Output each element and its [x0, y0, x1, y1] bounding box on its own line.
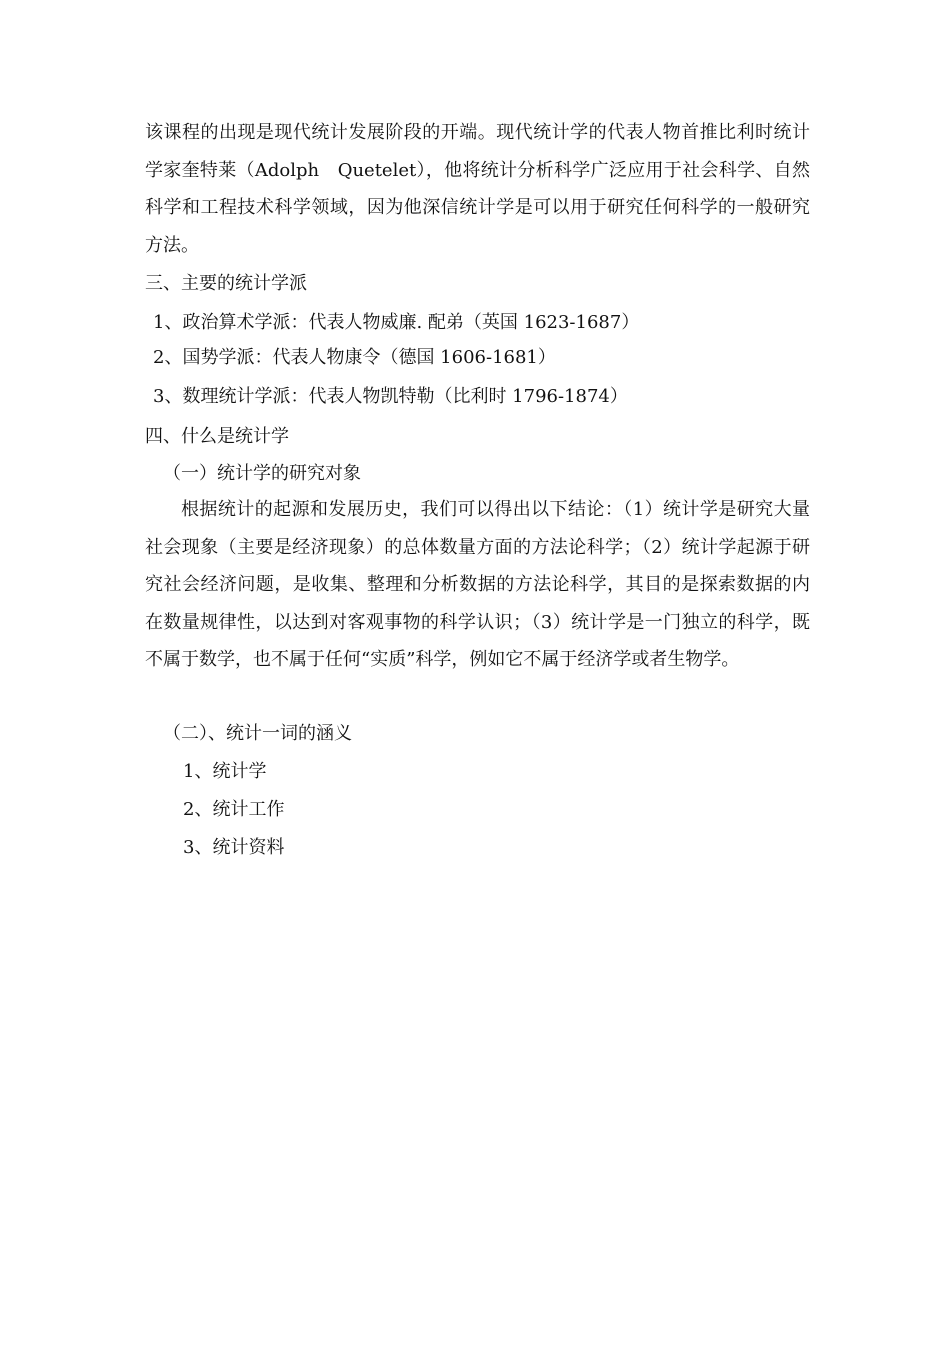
section-4-heading: 四、什么是统计学: [145, 426, 289, 447]
section-3-heading: 三、主要的统计学派: [145, 273, 307, 294]
school-item-political-arithmetic: 1、政治算术学派：代表人物威廉. 配弟（英国 1623-1687）: [153, 312, 640, 333]
subsection-1-heading: （一）统计学的研究对象: [163, 463, 361, 484]
intro-paragraph: 该课程的出现是现代统计发展阶段的开端。现代统计学的代表人物首推比利时统计学家奎特莱（Adolph Quetelet），他将统计分析科学广泛应用于社会科学、自然科学和工程技术科学领域，因为他深信统计学是可以用于研究任何科学的一般研究方法。: [145, 122, 810, 256]
meaning-item-statistical-work: 2、统计工作: [183, 799, 285, 820]
school-item-state-description: 2、国势学派：代表人物康令（德国 1606-1681）: [153, 347, 556, 368]
meaning-item-statistical-data: 3、统计资料: [183, 837, 285, 858]
school-item-mathematical-statistics: 3、数理统计学派：代表人物凯特勒（比利时 1796-1874）: [153, 386, 628, 407]
subsection-2-heading: （二）、统计一词的涵义: [163, 723, 352, 744]
subsection-1-paragraph: 根据统计的起源和发展历史，我们可以得出以下结论：（1）统计学是研究大量社会现象（主要是经济现象）的总体数量方面的方法论科学；（2）统计学起源于研究社会经济问题，是收集、整理和分析数据的方法论科学，其目的是探索数据的内在数量规律性，以达到对客观事物的科学认识；（3）统计学是一门独立的科学，既不属于数学，也不属于任何“实质”科学，例如它不属于经济学或者生物学。: [145, 499, 810, 670]
meaning-item-statistics-science: 1、统计学: [183, 761, 267, 782]
